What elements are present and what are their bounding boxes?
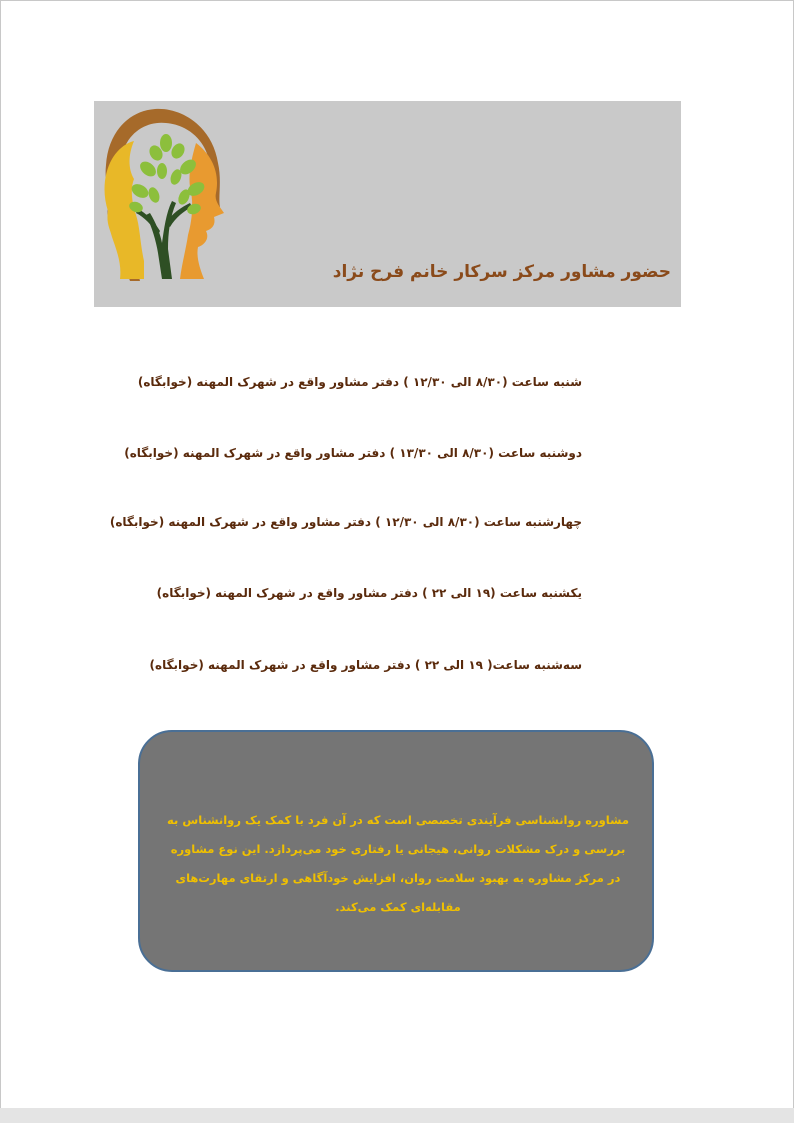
schedule-saturday: شنبه ساعت (۸/۳۰ الی ۱۲/۳۰ ) دفتر مشاور واقع در شهرک المهنه (خوابگاه) <box>137 375 582 389</box>
schedule-tuesday: سه‌شنبه ساعت( ۱۹ الی ۲۲ ) دفتر مشاور واقع در شهرک المهنه (خوابگاه) <box>149 658 582 672</box>
head-with-tree-icon <box>100 103 230 281</box>
info-text: مشاوره روانشناسی فرآیندی تخصصی است که در آن فرد با کمک یک روانشناس به بررسی و درک مشکلات روانی، هیجانی یا رفتاری خود می‌پردازد. این نوع مشاوره در مرکز مشاوره به بهبود سلامت روان، افزایش خودآگاهی و ارتقای مهارت‌های مقابله‌ای کمک می‌کند. <box>167 813 629 914</box>
schedule-wednesday: چهارشنبه ساعت (۸/۳۰ الی ۱۲/۳۰ ) دفتر مشاور واقع در شهرک المهنه (خوابگاه) <box>109 515 582 529</box>
info-box <box>138 730 654 972</box>
schedule-sunday: یکشنبه ساعت (۱۹ الی ۲۲ ) دفتر مشاور واقع در شهرک المهنه (خوابگاه) <box>156 586 582 600</box>
page-title: حضور مشاور مرکز سرکار خانم فرح نژاد <box>332 262 671 282</box>
schedule-monday: دوشنبه ساعت (۸/۳۰ الی ۱۳/۳۰ ) دفتر مشاور واقع در شهرک المهنه (خوابگاه) <box>124 446 582 460</box>
page-shadow <box>0 1108 794 1123</box>
